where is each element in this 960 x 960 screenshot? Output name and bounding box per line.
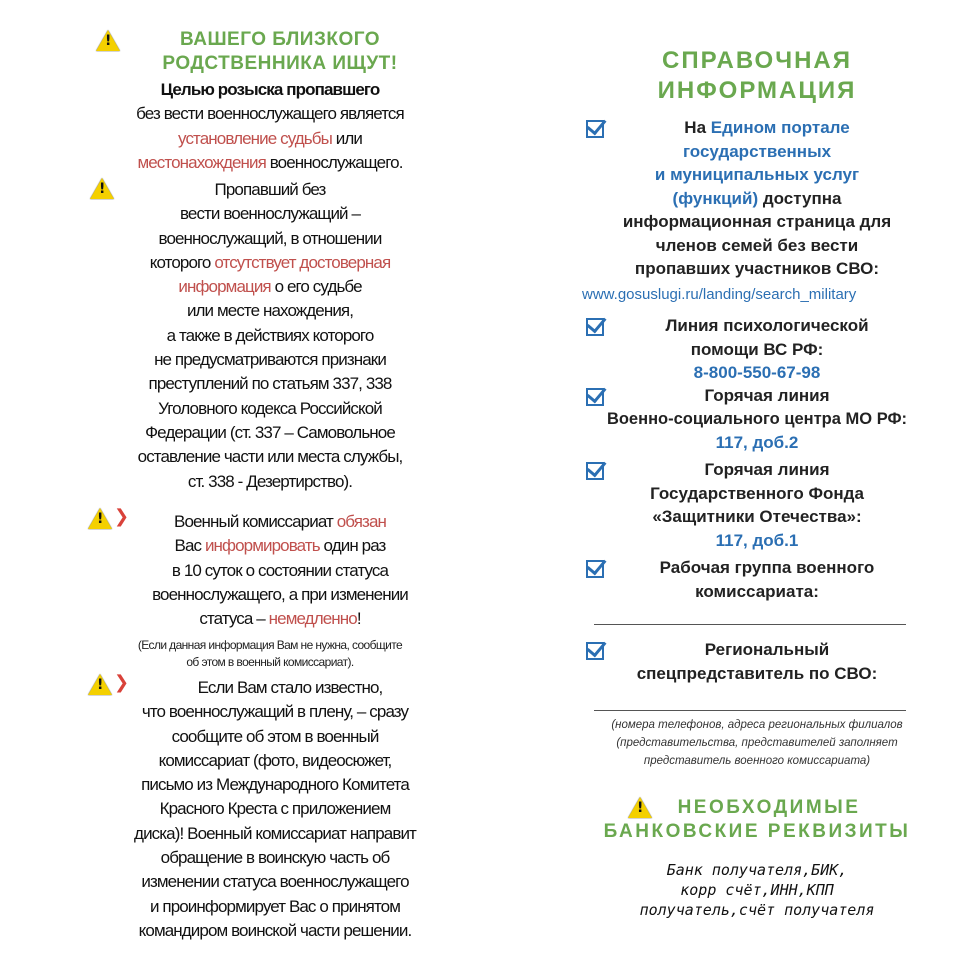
item-military-social-line: Горячая линия Военно-социального центра МО РФ: 117, доб.2 — [606, 386, 908, 452]
fill-in-note: (номера телефонов, адреса региональных филиалов (представительства, представителей заполняет представитель военного комиссариата) — [611, 719, 903, 767]
warning-icon — [96, 30, 120, 51]
bank-details: Банк получателя,БИК, корр счёт,ИНН,КПП получатель,счёт получателя — [639, 861, 875, 919]
fill-in-line — [594, 710, 906, 711]
note-info-not-needed: (Если данная информация Вам не нужна, сообщите об этом в военный комиссариат). — [137, 638, 403, 669]
item-psych-line: Линия психологической помощи ВС РФ: 8-800-550-67-98 — [665, 316, 869, 382]
item-working-group: Рабочая группа военного комиссариата: — [659, 558, 875, 601]
item-fund-line: Горячая линия Государственного Фонда «Защитники Отечества»: 117, доб.1 — [650, 460, 864, 550]
paragraph-search-purpose: Целью розыска пропавшего без вести военнослужащего является установление судьбы или местонахождения военнослужащего. — [136, 80, 404, 172]
paragraph-captivity: Если Вам стало известно, что военнослужащий в плену, – сразу сообщите об этом в военный комиссариат (фото, видеосюжет, письмо из Международного Комитета Красного Креста с приложением диска)! Военный комиссариат направит обращение в воинскую часть об изменении статуса военнослужащего и проинформирует Вас о принятом командиром воинской части решении. — [134, 678, 416, 940]
bank-title: НЕОБХОДИМЫЕ БАНКОВСКИЕ РЕКВИЗИТЫ — [603, 797, 911, 842]
chevron-right-icon: ❯ — [114, 506, 130, 527]
right-title: СПРАВОЧНАЯ ИНФОРМАЦИЯ — [657, 47, 857, 104]
gosuslugi-link[interactable]: www.gosuslugi.ru/landing/search_military — [582, 286, 857, 303]
paragraph-commissariat-duty: Военный комиссариат обязан Вас информировать один раз в 10 суток о состоянии статуса военнослужащего, а при изменении статуса – немедленно! — [152, 512, 408, 629]
paragraph-missing-definition: Пропавший без вести военнослужащий – военнослужащий, в отношении которого отсутствует достоверная информация о его судьбе или месте нахождения, а также в действиях которого не предусматриваются признаки преступлений по статьям 337, 338 Уголовного кодекса Российской Федерации (ст. 337 – Самовольное оставление части или места службы, ст. 338 - Дезертирство). — [137, 180, 403, 491]
fill-in-line — [594, 624, 906, 625]
item-regional-rep: Региональный спецпредставитель по СВО: — [636, 640, 878, 683]
left-title: ВАШЕГО БЛИЗКОГО РОДСТВЕННИКА ИЩУТ! — [162, 29, 398, 74]
item-gosuslugi: На Едином портале государственных и муниципальных услуг (функций) доступна информационная страница для членов семей без вести пропавших участников СВО: — [622, 118, 892, 278]
chevron-right-icon: ❯ — [114, 672, 130, 693]
right-column — [572, 0, 942, 960]
